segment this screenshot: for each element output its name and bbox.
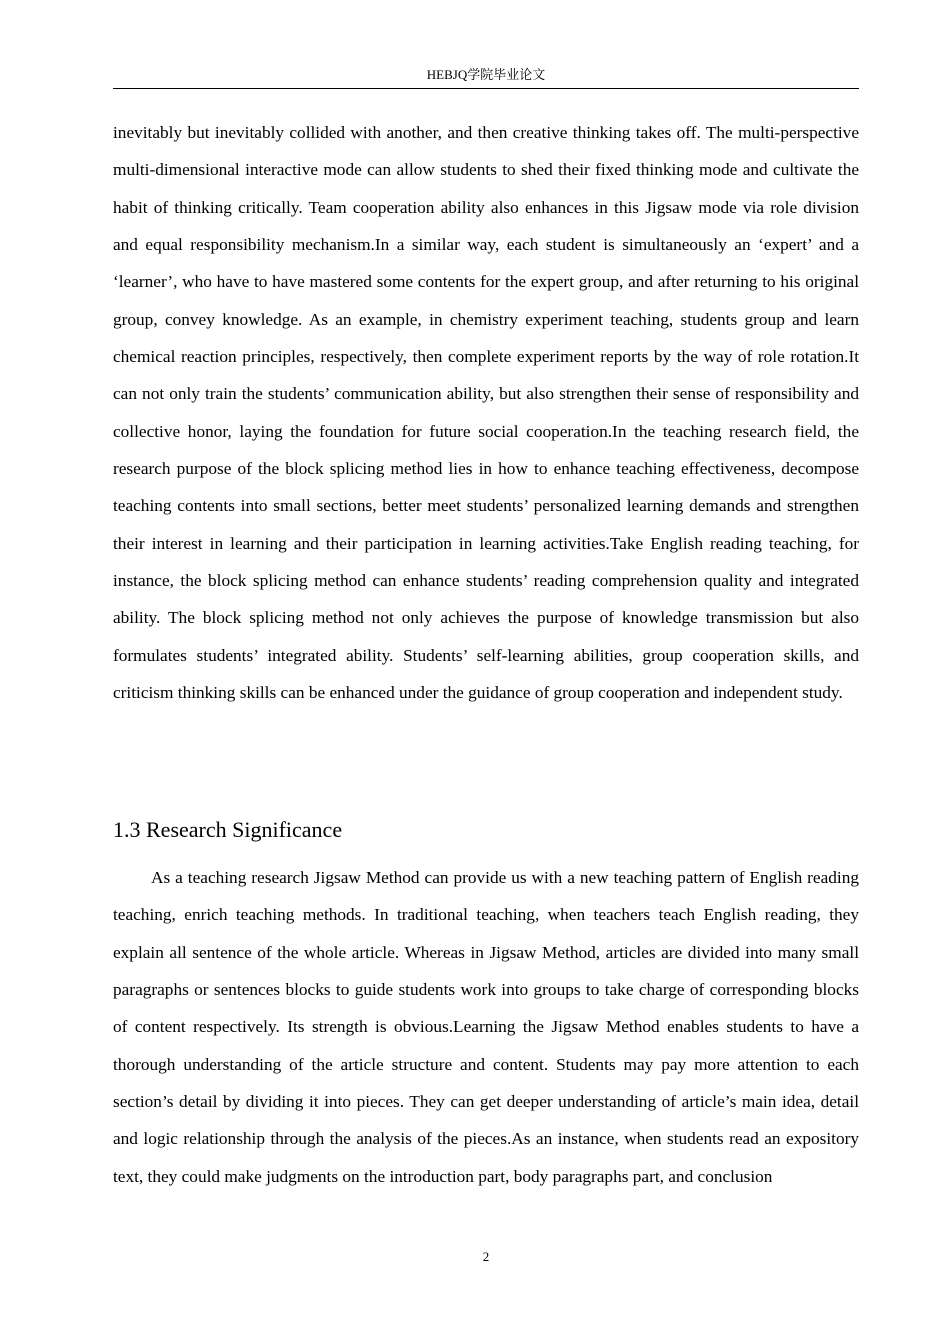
body-paragraph: As a teaching research Jigsaw Method can provide us with a new teaching pattern of English reading teaching, enrich teaching methods. In traditional teaching, when teachers teach English reading, they explain all sentence of the whole article. Whereas in Jigsaw Method, articles are divided into many small paragraphs or sentences blocks to guide students work into groups to take charge of corresponding blocks of content respectively. Its strength is obvious.Learning the Jigsaw Method enables students to have a thorough understanding of the article structure and content. Students may pay more attention to each section’s detail by dividing it into pieces. They can get deeper understanding of article’s main idea, detail and logic relationship through the analysis of the pieces.As an instance, when students read an expository text, they could make judgments on the introduction part, body paragraphs part, and conclusion <box>113 868 859 1186</box>
header-rule <box>113 88 859 89</box>
section-heading: 1.3 Research Significance <box>113 817 343 842</box>
running-header: HEBJQ学院毕业论文 <box>426 67 546 82</box>
page-number: 2 <box>482 1249 490 1264</box>
body-paragraph: inevitably but inevitably collided with another, and then creative thinking takes off. The multi-perspective multi-dimensional interactive mode can allow students to shed their fixed thinking mode and cultivate the habit of thinking critically. Team cooperation ability also enhances in this Jigsaw mode via role division and equal responsibility mechanism.In a similar way, each student is simultaneously an ‘expert’ and a ‘learner’, who have to have mastered some contents for the expert group, and after returning to his original group, convey knowledge. As an example, in chemistry experiment teaching, students group and learn chemical reaction principles, respectively, then complete experiment reports by the way of role rotation.It can not only train the students’ communication ability, but also strengthen their sense of responsibility and collective honor, laying the foundation for future social cooperation.In the teaching research field, the research purpose of the block splicing method lies in how to enhance teaching effectiveness, decompose teaching contents into small sections, better meet students’ personalized learning demands and strengthen their interest in learning and their participation in learning activities.Take English reading teaching, for instance, the block splicing method can enhance students’ reading comprehension quality and integrated ability. The block splicing method not only achieves the purpose of knowledge transmission but also formulates students’ integrated ability. Students’ self-learning abilities, group cooperation skills, and criticism thinking skills can be enhanced under the guidance of group cooperation and independent study. <box>113 123 859 703</box>
